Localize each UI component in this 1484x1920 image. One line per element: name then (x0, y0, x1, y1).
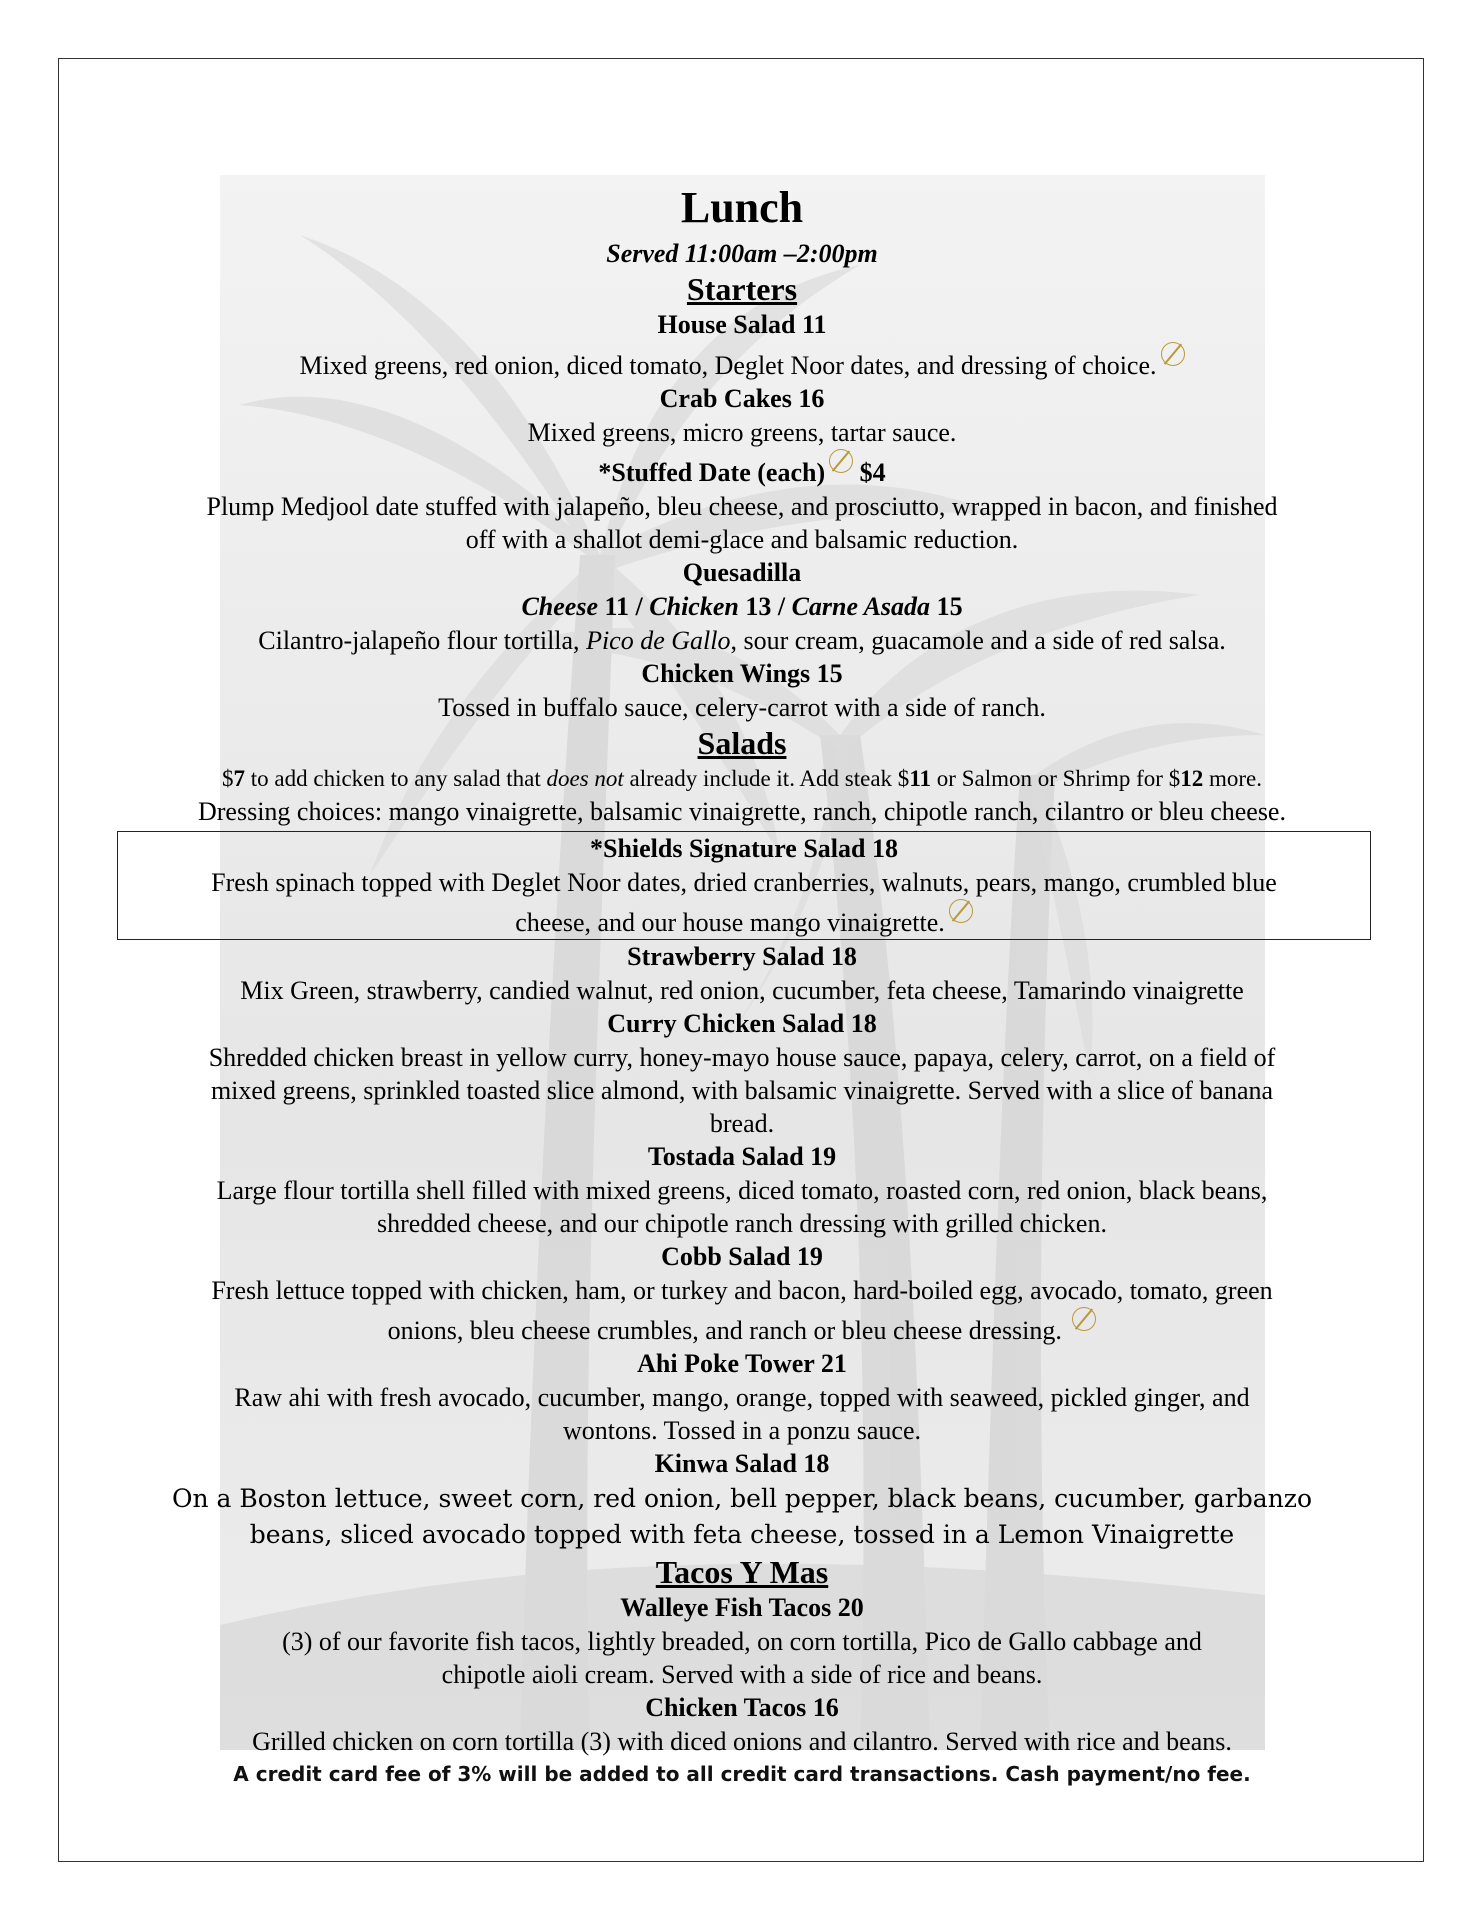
stuffed-date-name: *Stuffed Date (each) $4 (100, 449, 1384, 490)
house-salad-desc: Mixed greens, red onion, diced tomato, Deglet Noor dates, and dressing of choice. (100, 342, 1384, 382)
curry-chicken-salad-desc: Shredded chicken breast in yellow curry, honey-mayo house sauce, papaya, celery, carrot, on a field of mixed greens, sprinkled toasted slice almond, with balsamic vinaigrette. Served with a slice of banana bread. (208, 1043, 1276, 1138)
signature-salad-desc: Fresh spinach topped with Deglet Noor dates, dried cranberries, walnuts, pears, mango, crumbled blue cheese, and our house mango vinaigrette. (211, 868, 1277, 937)
strawberry-salad-name: Strawberry Salad 18 (627, 942, 857, 971)
quesadilla-desc: Cilantro-jalapeño flour tortilla, Pico de Gallo, sour cream, guacamole and a side of red salsa. (258, 626, 1226, 655)
walleye-fish-tacos-desc: (3) of our favorite fish tacos, lightly breaded, on corn tortilla, Pico de Gallo cabbage and chipotle aioli cream. Served with a side of rice and beans. (282, 1627, 1202, 1689)
vegetarian-icon (1161, 342, 1185, 366)
vegetarian-icon (829, 449, 853, 473)
chicken-wings-desc: Tossed in buffalo sauce, celery-carrot with a side of ranch. (438, 693, 1046, 722)
credit-card-fee-note: A credit card fee of 3% will be added to all credit card transactions. Cash payment/no fee. (233, 1762, 1251, 1786)
section-salads-heading: Salads (697, 725, 787, 761)
tostada-salad-desc: Large flour tortilla shell filled with mixed greens, diced tomato, roasted corn, red onion, black beans, shredded cheese, and our chipotle ranch dressing with grilled chicken. (216, 1176, 1268, 1238)
tostada-salad-name: Tostada Salad 19 (647, 1142, 837, 1171)
curry-chicken-salad-name: Curry Chicken Salad 18 (607, 1009, 877, 1038)
page-title: Lunch (680, 183, 804, 232)
vegetarian-icon (1072, 1307, 1096, 1331)
vegetarian-icon (949, 899, 973, 923)
ahi-poke-tower-name: Ahi Poke Tower 21 (637, 1349, 847, 1378)
signature-salad-box (117, 831, 1371, 940)
quesadilla-options: Cheese 11 / Chicken 13 / Carne Asada 15 (521, 592, 963, 621)
cobb-salad-desc: Fresh lettuce topped with chicken, ham, or turkey and bacon, hard-boiled egg, avocado, tomato, green onions, bleu cheese crumbles, and ranch or bleu cheese dressing. (211, 1276, 1273, 1345)
kinwa-salad-desc: On a Boston lettuce, sweet corn, red onion, bell pepper, black beans, cucumber, garbanzo beans, sliced avocado topped with feta cheese, tossed in a Lemon Vinaigrette (171, 1484, 1313, 1549)
chicken-tacos-name: Chicken Tacos 16 (645, 1693, 839, 1722)
chicken-tacos-desc: Grilled chicken on corn tortilla (3) with diced onions and cilantro. Served with rice and beans. (252, 1727, 1232, 1756)
strawberry-salad-desc: Mix Green, strawberry, candied walnut, red onion, cucumber, feta cheese, Tamarindo vinaigrette (240, 976, 1244, 1005)
menu-content (100, 172, 1384, 1758)
service-hours: Served 11:00am –2:00pm (606, 239, 878, 268)
crab-cakes-desc: Mixed greens, micro greens, tartar sauce. (527, 418, 957, 447)
section-tacos-heading: Tacos Y Mas (655, 1554, 829, 1590)
dressing-choices: Dressing choices: mango vinaigrette, balsamic vinaigrette, ranch, chipotle ranch, cilantro or bleu cheese. (198, 797, 1286, 826)
section-starters-heading: Starters (686, 271, 798, 307)
walleye-fish-tacos-name: Walleye Fish Tacos 20 (620, 1593, 864, 1622)
kinwa-salad-name: Kinwa Salad 18 (654, 1449, 830, 1478)
stuffed-date-desc: Plump Medjool date stuffed with jalapeño, bleu cheese, and prosciutto, wrapped in bacon, and finished off with a shallot demi-glace and balsamic reduction. (206, 492, 1278, 554)
ahi-poke-tower-desc: Raw ahi with fresh avocado, cucumber, mango, orange, topped with seaweed, pickled ginger, and wontons. Tossed in a ponzu sauce. (234, 1383, 1250, 1445)
chicken-wings-name: Chicken Wings 15 (641, 659, 843, 688)
cobb-salad-name: Cobb Salad 19 (661, 1242, 823, 1271)
crab-cakes-name: Crab Cakes 16 (659, 384, 825, 413)
salad-addon-note: $7 to add chicken to any salad that does not already include it. Add steak $11 or Salmon or Shrimp for $12 more. (222, 766, 1262, 791)
house-salad-name: House Salad 11 (657, 310, 827, 339)
quesadilla-name: Quesadilla (682, 558, 802, 587)
signature-salad-name: *Shields Signature Salad 18 (589, 834, 898, 863)
